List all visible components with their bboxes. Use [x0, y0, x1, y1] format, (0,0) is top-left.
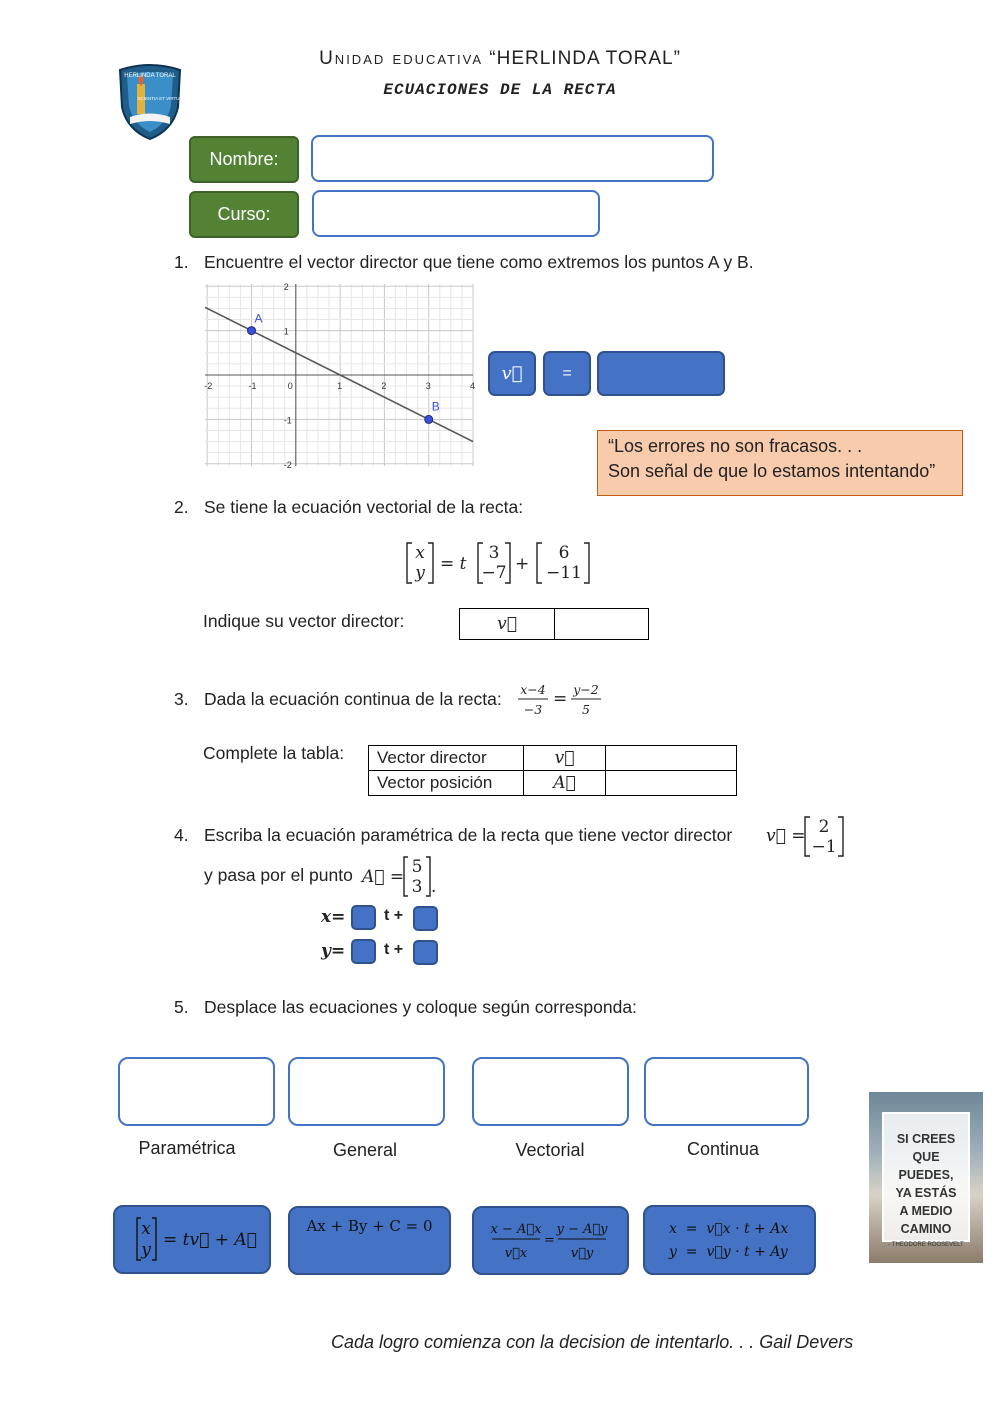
q3-number: 3.	[174, 689, 189, 709]
q4-number: 4.	[174, 825, 189, 845]
x-tick-label: -2	[204, 381, 213, 391]
q4-point-vector	[362, 854, 442, 898]
logo-motto: SCIENTIA ET VIRTUS	[137, 96, 183, 101]
poster-line-1: SI CREES	[896, 1132, 956, 1146]
name-label: Nombre:	[189, 136, 299, 183]
q3-row-label: Vector director	[369, 746, 524, 771]
card-c-eq: =	[544, 1233, 555, 1248]
q4-y-tplus: t +	[384, 941, 404, 958]
eq-d-bot: −7	[481, 563, 507, 583]
q3-prompt: Complete la tabla:	[203, 743, 345, 763]
cont-eq: =	[553, 689, 568, 709]
point-b-label: B	[431, 399, 440, 414]
card-general-text: Ax + By + C = 0	[306, 1217, 433, 1235]
card-c-den2: v⃗y	[570, 1246, 594, 1261]
poster-line-5: CAMINO	[900, 1222, 952, 1236]
card-parametrica-svg	[645, 1207, 814, 1273]
school-small-caps: Unidad educativa	[319, 48, 483, 69]
y-tick-label: 1	[283, 326, 289, 337]
label-continua: Continua	[686, 1139, 760, 1159]
motivational-quote	[597, 430, 963, 496]
drop-zone-general[interactable]	[288, 1057, 445, 1126]
cont-num-2: y−2	[573, 682, 599, 697]
poster-line-3: YA ESTÁS	[895, 1186, 957, 1200]
q4-text-b: y pasa por el punto	[204, 865, 353, 885]
x-tick-label: -1	[248, 381, 257, 391]
q4-direction-vector	[764, 814, 854, 858]
card-parametrica-equation[interactable]	[643, 1205, 816, 1275]
q5-text: Desplace las ecuaciones y coloque según corresponda:	[204, 997, 637, 1017]
eq-equals-t: = t	[440, 554, 467, 574]
card-general-equation[interactable]	[288, 1206, 451, 1275]
eq-x: x	[415, 543, 425, 563]
eq-plus: +	[515, 554, 530, 574]
poster-line-2: QUE PUEDES,	[898, 1150, 954, 1182]
q1-number: 1.	[174, 252, 189, 272]
q4-x-coef-field[interactable]	[351, 905, 376, 930]
q2-prompt: Indique su vector director:	[203, 611, 405, 631]
q2-text: Se tiene la ecuación vectorial de la recta:	[204, 497, 524, 517]
card-p-x: x = v⃗x · t + Ax	[669, 1221, 789, 1237]
vector-v-tile	[488, 351, 536, 396]
point-b	[425, 415, 433, 423]
worksheet-title: ECUACIONES DE LA RECTA	[383, 81, 617, 99]
q3-answer-cell[interactable]	[606, 746, 737, 771]
card-v-y: y	[141, 1240, 151, 1260]
q4-v-bot: −1	[811, 837, 837, 857]
q4-y-const-field[interactable]	[413, 940, 438, 965]
cont-den-2: 5	[582, 702, 590, 717]
q4-x-tplus: t +	[384, 907, 404, 924]
cont-num-1: x−4	[520, 682, 546, 697]
cont-den-1: −3	[523, 702, 543, 717]
logo-top-text: HERLINDA TORAL	[124, 73, 176, 79]
drop-zone-continua[interactable]	[644, 1057, 809, 1126]
equals-sign: =	[562, 364, 572, 382]
eq-y: y	[415, 563, 425, 583]
school-logo	[115, 62, 185, 142]
course-field[interactable]	[312, 190, 600, 237]
line-ab	[205, 307, 476, 441]
school-name: “HERLINDA TORAL”	[489, 48, 681, 69]
q4-a-symbol: A⃗ =	[362, 867, 405, 887]
q3-text: Dada la ecuación continua de la recta:	[204, 689, 502, 709]
q2-answer-cell[interactable]	[555, 609, 649, 640]
card-v-x: x	[141, 1219, 151, 1239]
quote-line-1: “Los errores no son fracasos. . .	[608, 436, 863, 456]
q4-a-end: .	[431, 877, 437, 897]
q4-a-bot: 3	[411, 877, 423, 897]
card-vectorial-equation[interactable]	[113, 1205, 271, 1274]
q3-row-sym: v⃗	[524, 746, 606, 771]
q3-row	[369, 746, 737, 771]
question-5	[174, 997, 974, 1018]
eq-p-top: 6	[558, 543, 570, 563]
q3-answer-cell[interactable]	[606, 771, 737, 796]
continuous-equation	[515, 680, 610, 722]
q4-y-coef-field[interactable]	[351, 939, 376, 964]
q3-table	[368, 745, 737, 796]
q2-table	[459, 608, 649, 640]
vector-v-label: v⃗	[501, 363, 523, 384]
card-v-rhs: = tv⃗ + A⃗	[163, 1230, 257, 1250]
q4-v-top: 2	[818, 817, 830, 837]
motivational-poster	[869, 1092, 983, 1263]
q3-row-label: Vector posición	[369, 771, 524, 796]
drop-zone-parametrica[interactable]	[118, 1057, 275, 1126]
label-parametrica: Paramétrica	[138, 1138, 236, 1158]
poster-author: - THEODORE ROOSEVELT	[888, 1242, 964, 1248]
card-c-den1: v⃗x	[504, 1246, 528, 1261]
q4-v-symbol: v⃗ =	[766, 826, 806, 846]
q4-y-label: y=	[321, 941, 346, 961]
y-tick-label: -2	[283, 459, 292, 470]
point-a	[248, 327, 256, 335]
poster-line-4: A MEDIO	[899, 1204, 953, 1218]
card-c-num1: x − A⃗x	[490, 1222, 542, 1237]
q3-row	[369, 771, 737, 796]
q2-number: 2.	[174, 497, 189, 517]
card-vectorial-svg	[115, 1207, 269, 1272]
q5-number: 5.	[174, 997, 189, 1017]
equals-tile	[543, 351, 591, 396]
point-a-label: A	[254, 311, 263, 326]
card-c-num2: y − A⃗y	[556, 1222, 608, 1237]
drop-zone-vectorial[interactable]	[472, 1057, 629, 1126]
question-2	[174, 497, 974, 518]
x-tick-label: 1	[337, 381, 343, 391]
x-tick-label: 0	[287, 381, 293, 391]
eq-p-bot: −11	[546, 563, 582, 583]
q3-row-sym: A⃗	[524, 771, 606, 796]
course-label: Curso:	[189, 191, 299, 238]
q1-text: Encuentre el vector director que tiene como extremos los puntos A y B.	[204, 252, 754, 272]
q4-x-const-field[interactable]	[413, 906, 438, 931]
x-tick-label: 3	[425, 381, 431, 391]
label-vectorial: Vectorial	[515, 1140, 585, 1160]
q4-x-label: x=	[321, 907, 346, 927]
poster-frame	[882, 1112, 970, 1248]
quote-line-2: Son señal de que lo estamos intentando”	[608, 461, 936, 481]
name-field[interactable]	[311, 135, 714, 182]
q2-vec-cell: v⃗	[460, 609, 555, 640]
card-continua-equation[interactable]	[472, 1206, 629, 1275]
footer-quote: Cada logro comienza con la decision de intentarlo. . . Gail Devers	[331, 1332, 854, 1352]
x-tick-label: 4	[470, 381, 476, 391]
vector-equation	[398, 538, 598, 588]
x-tick-label: 2	[381, 381, 387, 391]
y-tick-label: -1	[283, 415, 292, 426]
line-graph	[204, 282, 476, 470]
q4-text-a: Escriba la ecuación paramétrica de la recta que tiene vector director	[204, 825, 733, 845]
question-1	[174, 252, 974, 273]
q1-answer-field[interactable]	[597, 351, 725, 396]
question-4	[174, 825, 974, 846]
label-general: General	[332, 1140, 398, 1160]
eq-d-top: 3	[488, 543, 500, 563]
card-p-y: y = v⃗y · t + Ay	[669, 1244, 788, 1260]
y-tick-label: 2	[283, 282, 289, 293]
card-continua-svg	[474, 1208, 627, 1273]
q4-a-top: 5	[411, 857, 423, 877]
